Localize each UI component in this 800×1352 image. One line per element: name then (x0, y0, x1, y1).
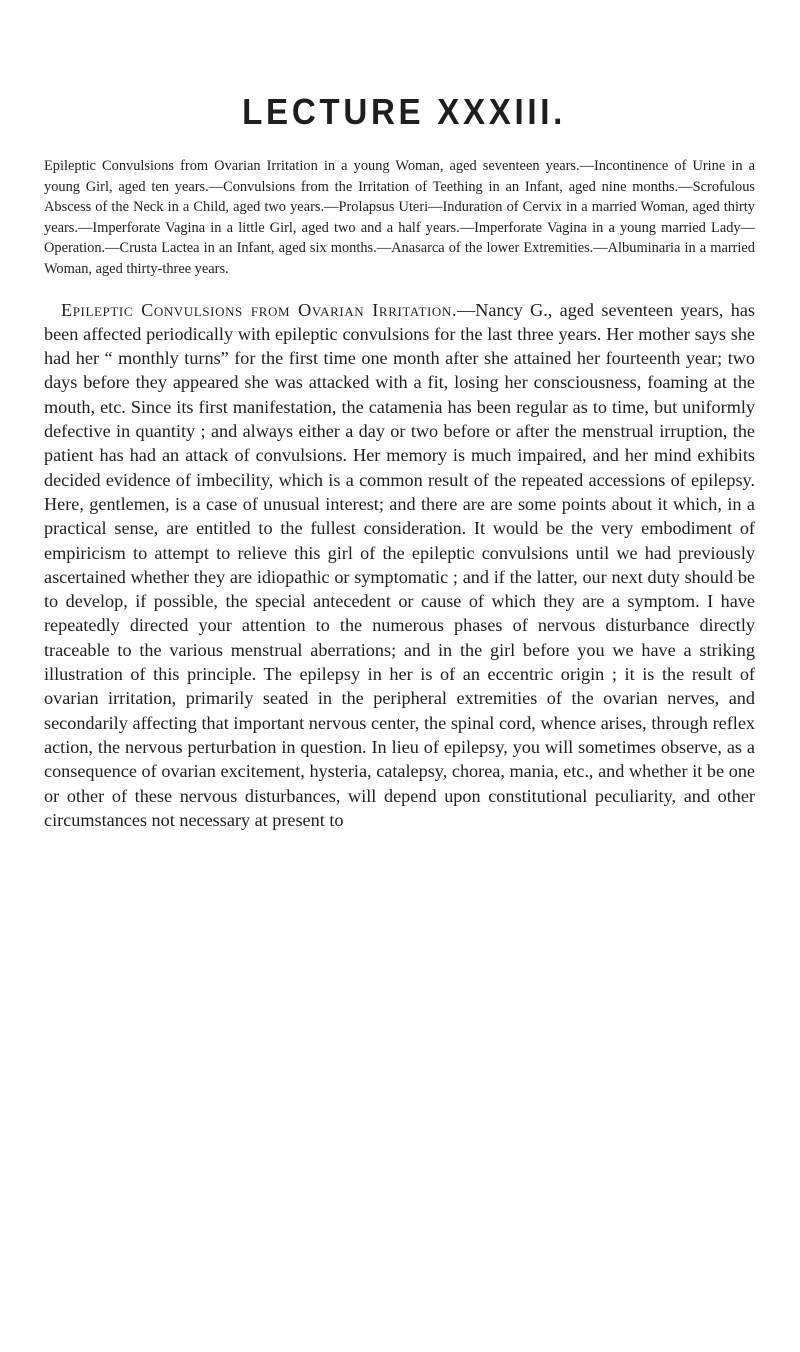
book-page (44, 90, 755, 832)
lecture-summary: Epileptic Convulsions from Ovarian Irritation in a young Woman, aged seventeen years.—Incontinence of Urine in a young Girl, aged ten years.—Convulsions from the Irritation of Teething in an Infant, aged nine months.—Scrofulous Abscess of the Neck in a Child, aged two years.—Prolapsus Uteri—Induration of Cervix in a married Woman, aged thirty years.—Imperforate Vagina in a little Girl, aged two and a half years.—Imperforate Vagina in a young married Lady—Operation.—Crusta Lactea in an Infant, aged six months.—Anasarca of the lower Extremities.—Albuminaria in a married Woman, aged thirty-three years. (44, 158, 755, 277)
section-body-text: —Nancy G., aged seventeen years, has been affected periodically with epileptic convulsions for the last three years. Her mother says she had her “ monthly turns” for the first time one month after she attained her fourteenth year; two days before they appeared she was attacked with a fit, losing her consciousness, foaming at the mouth, etc. Since its first manifestation, the catamenia has been regular as to time, but uniformly defective in quantity ; and always either a day or two before or after the menstrual irruption, the patient has had an attack of convulsions. Her memory is much impaired, and her mind exhibits decided evidence of imbecility, which is a common result of the repeated accessions of epilepsy. Here, gentlemen, is a case of unusual interest; and there are are some points about it which, in a practical sense, are entitled to the fullest consideration. It would be the very embodiment of empiricism to attempt to relieve this girl of the epileptic convulsions until we had previously ascertained whether they are idiopathic or symptomatic ; and if the latter, our next duty should be to develop, if possible, the special antecedent or cause of which they are a symptom. I have repeatedly directed your attention to the numerous phases of nervous disturbance directly traceable to the various menstrual aberrations; and in the girl before you we have a striking illustration of this principle. The epilepsy in her is of an eccentric origin ; it is the result of ovarian irritation, primarily seated in the peripheral extremities of the ovarian nerves, and secondarily affecting that important nervous center, the spinal cord, whence arises, through reflex action, the nervous perturbation in question. In lieu of epilepsy, you will sometimes observe, as a consequence of ovarian excitement, hysteria, catalepsy, chorea, mania, etc., and whether it be one or other of these nervous disturbances, will depend upon constitutional peculiarity, and other circumstances not necessary at present to (44, 299, 755, 830)
section-body-paragraph (44, 298, 755, 833)
section-heading: Epileptic Convulsions from Ovarian Irritation. (61, 299, 458, 320)
lecture-title: LECTURE XXXIII. (242, 91, 567, 132)
